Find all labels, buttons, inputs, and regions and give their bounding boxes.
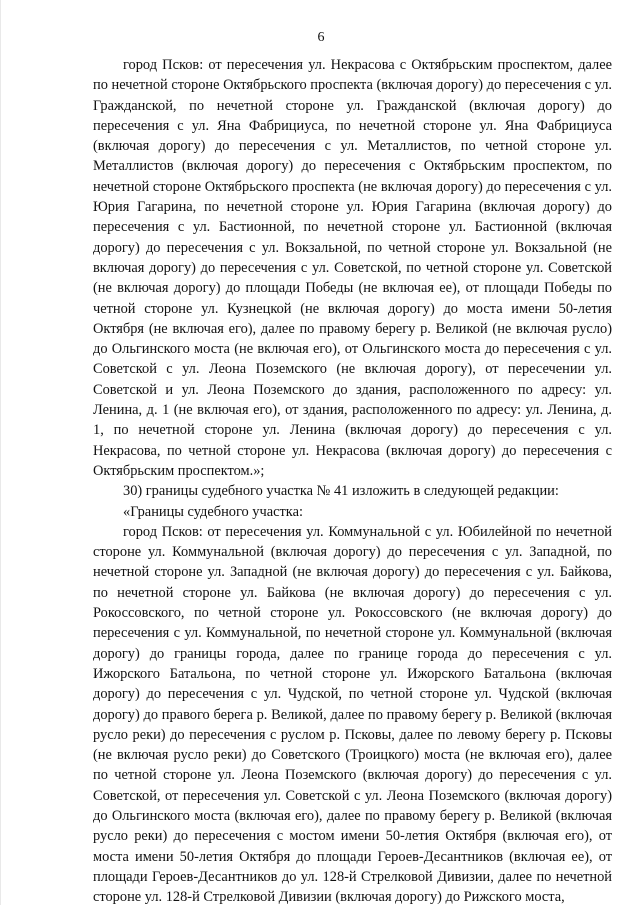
paragraph-court-29-boundaries: город Псков: от пересечения ул. Некрасова с Октябрьским проспектом, далее по нечетной стороне Октябрьского проспекта (включая дорогу) до пересечения с ул. Гражданской, по нечетной стороне ул. Гражданской (включая дорогу) до пересечения с ул. Яна Фабрициуса, по нечетной стороне ул. Яна Фабрициуса (включая дорогу) до пересечения с ул. Металлистов, по четной стороне ул. Металлистов (включая дорогу) до пересечения с Октябрьским проспектом, по нечетной стороне Октябрьского проспекта (не включая дорогу) до пересечения с ул. Юрия Гагарина, по нечетной стороне ул. Юрия Гагарина (включая дорогу) до пересечения с ул. Бастионной, по нечетной стороне ул. Бастионной (включая дорогу) до пересечения с ул. Вокзальной, по четной стороне ул. Вокзальной (не включая дорогу) до пересечения с ул. Советской, по четной стороне ул. Советской (не включая дорогу) до площади Победы (не включая ее), от площади Победы по четной стороне ул. Кузнецкой (не включая дорогу) до моста имени 50-летия Октября (не включая его), далее по правому берегу р. Великой (не включая русло) до Ольгинского моста (не включая его), от Ольгинского моста до пересечения с ул. Советской с ул. Леона Поземского (не включая дорогу), от пересечении ул. Советской и ул. Леона Поземского до здания, расположенного по адресу: ул. Ленина, д. 1 (не включая его), от здания, расположенного по адресу: ул. Ленина, д. 1, по нечетной стороне ул. Ленина (включая дорогу) до пересечения с ул. Некрасова, по четной стороне ул. Некрасова (включая дорогу) до пересечения с Октябрьским проспектом.»; [93, 57, 612, 479]
paragraph-item-30: 30) границы судебного участка № 41 изложить в следующей редакции: [123, 483, 559, 500]
document-body [93, 55, 612, 907]
paragraph-boundaries-heading: «Границы судебного участка: [123, 503, 303, 520]
paragraph-court-41-boundaries: город Псков: от пересечения ул. Коммунальной с ул. Юбилейной по нечетной стороне ул. Коммунальной (включая дорогу) до пересечения с ул. Западной, по нечетной стороне ул. Западной (не включая дорогу) до пересечения с ул. Байкова, по нечетной стороне ул. Байкова (не включая дорогу) до пересечения с ул. Рокоссовского, по четной стороне ул. Рокоссовского (не включая дорогу) до пересечения с ул. Коммунальной, по нечетной стороне ул. Коммунальной (включая дорогу) до границы города, далее по границе города до пересечения с ул. Ижорского Батальона, по четной стороне ул. Ижорского Батальона (включая дорогу) до пересечения с ул. Чудской, по четной стороне ул. Чудской (включая дорогу) до правого берега р. Великой, далее по правому берегу р. Великой (включая русло реки) до пересечения с руслом р. Псковы, далее по левому берегу р. Псковы (не включая русло реки) до Советского (Троицкого) моста (не включая его), далее по четной стороне ул. Леона Поземского (включая дорогу) до пересечения с ул. Советской, от пересечения ул. Советской с ул. Леона Поземского (включая дорогу) до Ольгинского моста (включая его), далее по правому берегу р. Великой (включая русло реки) до пересечения с мостом имени 50-летия Октября (включая его), от моста имени 50-летия Октября до площади Героев-Десантников (включая ее), от площади Героев-Десантников до ул. 128-й Стрелковой Дивизии, далее по нечетной стороне ул. 128-й Стрелковой Дивизии (включая дорогу) до Рижского моста, [93, 523, 612, 906]
page-number: 6 [317, 30, 325, 45]
